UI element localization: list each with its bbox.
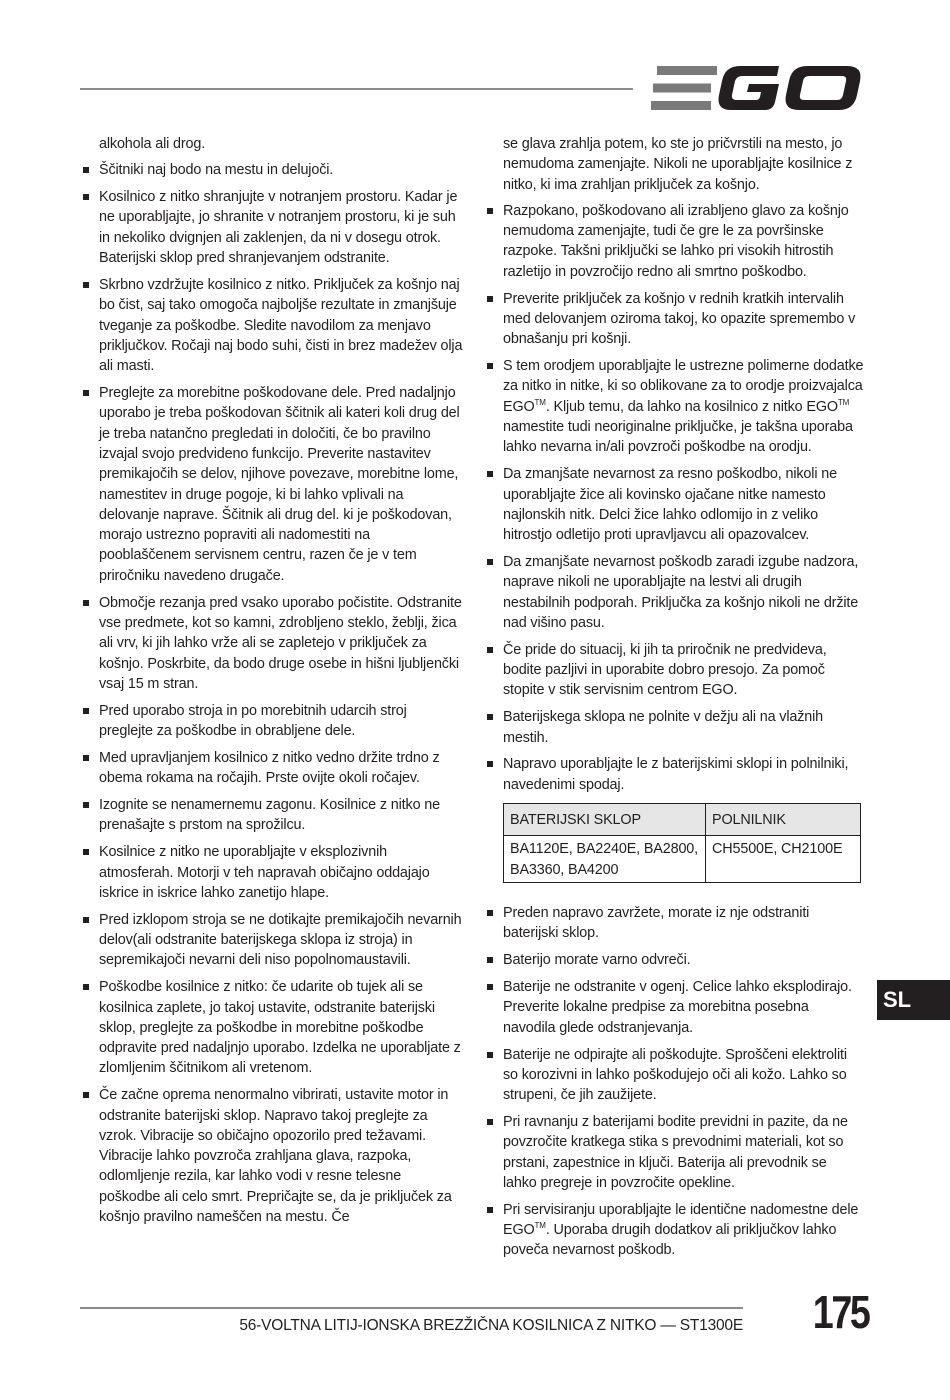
list-item: Izognite se nenamernemu zagonu. Kosilnice z nitko ne prenašajte s prstom na sprožilcu.: [80, 795, 463, 836]
list-item: Baterije ne odstranite v ogenj. Celice lahko eksplodirajo. Preverite lokalne predpise za morebitna posebna navodila glede odstranjevanja.: [484, 977, 864, 1038]
trademark-mark: TM: [534, 397, 546, 407]
table-cell: BA1120E, BA2240E, BA2800, BA3360, BA4200: [504, 836, 706, 883]
list-item: Skrbno vzdržujte kosilnico z nitko. Priključek za košnjo naj bo čist, saj tako omogoča najboljše rezultate in zmanjšuje tveganje za poškodbe. Sledite navodilom za menjavo priključkov. Ročaji naj bodo suhi, čisti in brez madežev olja ali masti.: [80, 275, 463, 376]
trademark-mark: TM: [837, 397, 850, 407]
list-item: [484, 356, 864, 457]
table-header-cell: POLNILNIK: [706, 804, 861, 836]
language-tab: SL: [877, 980, 950, 1020]
footer-title: 56-VOLTNA LITIJ-IONSKA BREZŽIČNA KOSILNICA Z NITKO — ST1300E: [239, 1317, 743, 1334]
list-item: Če začne oprema nenormalno vibrirati, ustavite motor in odstranite baterijski sklop. Napravo takoj preglejte za vzrok. Vibracije so običajno opozorilo pred težavami. Vibracije lahko povzroča zrahljana glava, razpoka, odlomljenje rezila, kar lahko vodi v resne telesne poškodbe ali celo smrt. Prepričajte se, da je priključek za košnjo pravilno nameščen na mestu. Če: [80, 1085, 463, 1227]
header-rule: [80, 88, 633, 90]
list-item: Da zmanjšate nevarnost za resno poškodbo, nikoli ne uporabljajte žice ali kovinsko ojačane nitke namesto najlonskih nitk. Delci žice lahko odlomijo in z veliko hitrostjo odletijo proti upravljavcu ali opazovalcev.: [484, 464, 864, 545]
right-column: [484, 134, 864, 1267]
text-span: . Kljub temu, da lahko na kosilnico z nitko EGO: [545, 398, 838, 415]
safety-list-left: [80, 160, 463, 1227]
list-item: Preden napravo zavržete, morate iz nje odstraniti baterijski sklop.: [484, 903, 864, 944]
list-item: Baterije ne odpirajte ali poškodujte. Sproščeni elektroliti so korozivni in lahko poškodujejo oči ali kožo. Lahko so strupeni, če jih zaužijete.: [484, 1045, 864, 1106]
continued-text: se glava zrahlja potem, ko ste jo pričvrstili na mesto, jo nemudoma zamenjajte. Nikoli ne uporabljajte kosilnice z nitko, ki ima zrahljan priključek za košnjo.: [503, 136, 853, 193]
list-item: Pred izklopom stroja se ne dotikajte premikajočih nevarnih delov(ali odstranite baterijskega sklopa iz stroja) in sepremikajoči nevarni deli niso popolnomaustavili.: [80, 910, 463, 971]
list-item: Napravo uporabljajte le z baterijskimi sklopi in polnilniki, navedenimi spodaj.: [484, 754, 864, 795]
trademark-mark: TM: [534, 1221, 546, 1231]
list-item: Med upravljanjem kosilnico z nitko vedno držite trdno z obema rokama na ročajih. Prste ovijte okoli ročajev.: [80, 748, 463, 789]
table-row: [504, 836, 861, 883]
list-item: Da zmanjšate nevarnost poškodb zaradi izgube nadzora, naprave nikoli ne uporabljajte na lestvi ali drugih nestabilnih podporah. Priključka za košnjo nikoli ne držite nad višino pasu.: [484, 552, 864, 633]
table-header-cell: BATERIJSKI SKLOP: [504, 804, 706, 836]
list-item: Ščitniki naj bodo na mestu in delujoči.: [80, 160, 463, 180]
text-span: Pri servisiranju uporabljajte le identične nadomestne dele EGO: [503, 1201, 859, 1239]
text-span: . Uporaba drugih dodatkov ali priključkov lahko poveča nevarnost poškodb.: [503, 1222, 837, 1259]
continued-text: alkohola ali drog.: [99, 136, 206, 152]
list-item: [484, 1200, 864, 1261]
list-item: Baterijskega sklopa ne polnite v dežju ali na vlažnih mestih.: [484, 707, 864, 748]
list-item: Poškodbe kosilnice z nitko: če udarite ob tujek ali se kosilnica zaplete, jo takoj ustavite, odstranite baterijski sklop, preglejte za poškodbe in morebitne poškodbe odpravite pred nadaljnjo uporabo. Izdelka ne uporabljate z zlomljenim ščitnikom ali vretenom.: [80, 977, 463, 1078]
list-item: Razpokano, poškodovano ali izrabljeno glavo za košnjo nemudoma zamenjajte, tudi če gre le za površinske razpoke. Takšni priključki se lahko pri visokih hitrostih razletijo in povzročijo redno ali smrtno poškodbo.: [484, 201, 864, 282]
list-item: Kosilnico z nitko shranjujte v notranjem prostoru. Kadar je ne uporabljajte, jo shranite v notranjem prostoru, ki je suh in nekoliko dvignjen ali zaklenjen, da ni v dosegu otrok. Baterijski sklop pred shranjevanjem odstranite.: [80, 187, 463, 268]
list-item: Preglejte za morebitne poškodovane dele. Pred nadaljnjo uporabo je treba poškodovan ščitnik ali kateri koli drug del je treba natančno pregledati in določiti, če bo pravilno izvajal svojo predvideno funkcijo. Preverite nastavitev premikajočih se delov, njihove povezave, morebitne lome, namestitev in druge pogoje, ki bi lahko vplivali na delovanje naprave. Ščitnik ali drug del. ki je poškodovan, morajo ustrezno popraviti ali nadomestiti na pooblaščenem servisnem centru, razen če je v tem priročniku navedeno drugače.: [80, 383, 463, 586]
list-item: Območje rezanja pred vsako uporabo počistite. Odstranite vse predmete, kot so kamni, zdrobljeno steklo, žeblji, žica ali vrv, ki jih lahko vrže ali se zapletejo v priključek za košnjo. Poskrbite, da bodo druge osebe in hišni ljubljenčki vsaj 15 m stran.: [80, 593, 463, 694]
list-item: Pri ravnanju z baterijami bodite previdni in pazite, da ne povzročite kratkega stika s prevodnimi materiali, kot so prstani, zapestnice in ključi. Baterija ali prevodnik se lahko pregreje in povzročite opekline.: [484, 1112, 864, 1193]
table-header-row: [504, 804, 861, 836]
list-item: Če pride do situacij, ki jih ta priročnik ne predvideva, bodite pazljivi in uporabite dobro presojo. Za pomoč stopite v stik servisnim centrom EGO.: [484, 640, 864, 701]
left-column: [80, 134, 463, 1234]
ego-logo: [651, 64, 863, 112]
safety-list-right-top: [484, 201, 864, 795]
safety-list-right-bottom: [484, 903, 864, 1261]
table-cell: CH5500E, CH2100E: [706, 836, 861, 883]
list-item: Preverite priključek za košnjo v rednih kratkih intervalih med delovanjem oziroma takoj, ko opazite spremembo v obnašanju pri košnji.: [484, 289, 864, 350]
footer-rule: [80, 1307, 743, 1309]
text-span: namestite tudi neoriginalne priključke, je takšna uporaba lahko nevarna in/ali povzroči poškodbe na orodju.: [503, 419, 853, 456]
list-item: Kosilnice z nitko ne uporabljajte v eksplozivnih atmosferah. Motorji v teh napravah običajno oddajajo iskrice in iskrice lahko zanetijo hlape.: [80, 842, 463, 903]
page-number: 175: [812, 1286, 869, 1338]
list-item: Pred uporabo stroja in po morebitnih udarcih stroj preglejte za poškodbe in obrabljene dele.: [80, 701, 463, 742]
text-span: S tem orodjem uporabljajte le ustrezne polimerne dodatke za nitko in nitke, ki so oblikovane za to orodje proizvajalca EGO: [503, 358, 864, 415]
battery-charger-table: [503, 803, 861, 883]
list-item: Baterijo morate varno odvreči.: [484, 950, 864, 970]
